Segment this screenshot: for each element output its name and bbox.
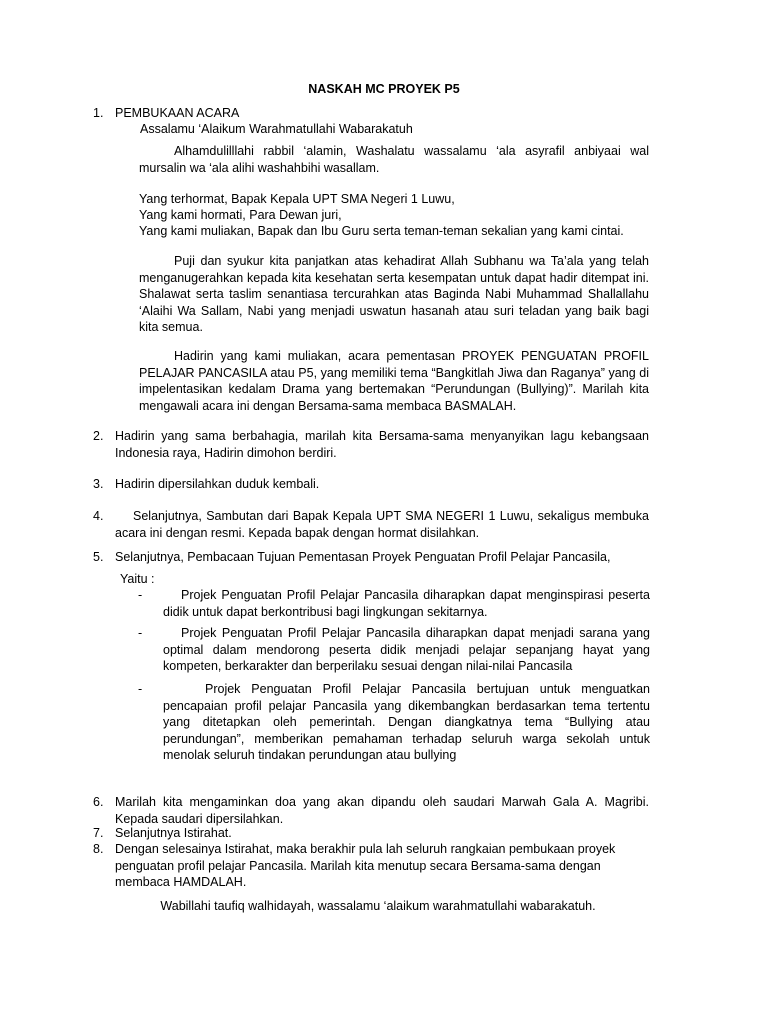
section-5 xyxy=(93,549,649,566)
hamdalah-paragraph: Alhamdulilllahi rabbil ‘alamin, Washalatu wassalamu ‘ala asyrafil anbiyaai wal mursalin wa ‘ala alihi washahbihi wasallam. xyxy=(139,144,649,175)
item-number: 3. xyxy=(93,477,104,491)
salam-line: Assalamu ‘Alaikum Warahmatullahi Wabarakatuh xyxy=(140,122,413,136)
bullet-text: Projek Penguatan Profil Pelajar Pancasila diharapkan dapat menjadi sarana yang optimal dalam mendorong peserta didik menjadi pelajar sepanjang hayat yang kompeten, berkarakter dan berperilaku sesuai dengan nilai-nilai Pancasila xyxy=(163,626,650,673)
greeting-3: Yang kami muliakan, Bapak dan Ibu Guru serta teman-teman sekalian yang kami cintai. xyxy=(139,224,624,238)
section-6 xyxy=(93,794,649,827)
greeting-1: Yang terhormat, Bapak Kepala UPT SMA Negeri 1 Luwu, xyxy=(139,192,455,206)
item-number: 5. xyxy=(93,550,104,564)
section-heading-text: PEMBUKAAN ACARA xyxy=(115,106,240,120)
item-text: Hadirin dipersilahkan duduk kembali. xyxy=(115,477,320,491)
item-text: Selanjutnya, Sambutan dari Bapak Kepala UPT SMA NEGERI 1 Luwu, sekaligus membuka acara ini dengan resmi. Kepada bapak dengan hormat disilahkan. xyxy=(115,509,649,540)
section-2 xyxy=(93,428,649,461)
closing-line: Wabillahi taufiq walhidayah, wassalamu ‘alaikum warahmatullahi wabarakatuh. xyxy=(160,899,596,913)
hadirin-paragraph: Hadirin yang kami muliakan, acara pementasan PROYEK PENGUATAN PROFIL PELAJAR PANCASILA atau P5, yang memiliki tema “Bangkitlah Jiwa dan Raganya” yang di impelentasikan kedalam Drama yang bertemakan “Perundungan (Bullying)”. Marilah kita mengawali acara ini dengan Bersama-sama membaca BASMALAH. xyxy=(139,349,649,413)
item-number: 8. xyxy=(93,842,104,856)
bullet-dash: - xyxy=(138,588,143,602)
yaitu-line: Yaitu : xyxy=(120,572,155,586)
item-number: 1. xyxy=(93,106,104,120)
bullet-item xyxy=(138,625,650,675)
bullet-dash: - xyxy=(138,682,143,696)
section-3 xyxy=(93,476,649,493)
bullet-dash: - xyxy=(138,626,143,640)
item-text: Selanjutnya Istirahat. xyxy=(115,826,232,840)
section-8 xyxy=(93,841,649,891)
section-1-heading xyxy=(93,105,649,122)
bullet-item xyxy=(138,681,650,764)
item-text: Selanjutnya, Pembacaan Tujuan Pementasan Proyek Penguatan Profil Pelajar Pancasila, xyxy=(115,550,611,564)
bullet-text: Projek Penguatan Profil Pelajar Pancasila bertujuan untuk menguatkan pencapaian profil pelajar Pancasila yang dikembangkan berdasarkan tema tertentu yang ditetapkan oleh pemerintah. Dengan diangkatnya tema “Bullying atau perundungan”, memberikan pemahaman terhadap seluruh warga sekolah untuk menolak seluruh tindakan perundungan atau bullying xyxy=(163,682,650,762)
item-number: 7. xyxy=(93,826,104,840)
section-4 xyxy=(93,508,649,541)
item-number: 4. xyxy=(93,509,104,523)
item-number: 6. xyxy=(93,795,104,809)
section-7 xyxy=(93,825,649,842)
item-text: Dengan selesainya Istirahat, maka berakhir pula lah seluruh rangkaian pembukaan proyek penguatan profil pelajar Pancasila. Marilah kita menutup secara Bersama-sama dengan membaca HAMDALAH. xyxy=(115,842,616,889)
puji-paragraph: Puji dan syukur kita panjatkan atas kehadirat Allah Subhanu wa Ta’ala yang telah menganugerahkan kepada kita kesehatan serta kesempatan untuk dapat hadir ditempat ini. Shalawat serta taslim senantiasa tercurahkan atas Baginda Nabi Muhammad Shallallahu ‘Alaihi Wa Sallam, Nabi yang menjadi uswatun hasanah atau suri teladan yang baik bagi kita semua. xyxy=(139,254,649,334)
bullet-text: Projek Penguatan Profil Pelajar Pancasila diharapkan dapat menginspirasi peserta didik untuk dapat berkontribusi bagi lingkungan sekitarnya. xyxy=(163,588,650,619)
item-number: 2. xyxy=(93,429,104,443)
item-text: Hadirin yang sama berbahagia, marilah kita Bersama-sama menyanyikan lagu kebangsaan Indonesia raya, Hadirin dimohon berdiri. xyxy=(115,429,649,460)
greeting-2: Yang kami hormati, Para Dewan juri, xyxy=(139,208,342,222)
bullet-item xyxy=(138,587,650,620)
item-text: Marilah kita mengaminkan doa yang akan dipandu oleh saudari Marwah Gala A. Magribi. Kepada saudari dipersilahkan. xyxy=(115,795,649,826)
document-title: NASKAH MC PROYEK P5 xyxy=(308,82,460,96)
